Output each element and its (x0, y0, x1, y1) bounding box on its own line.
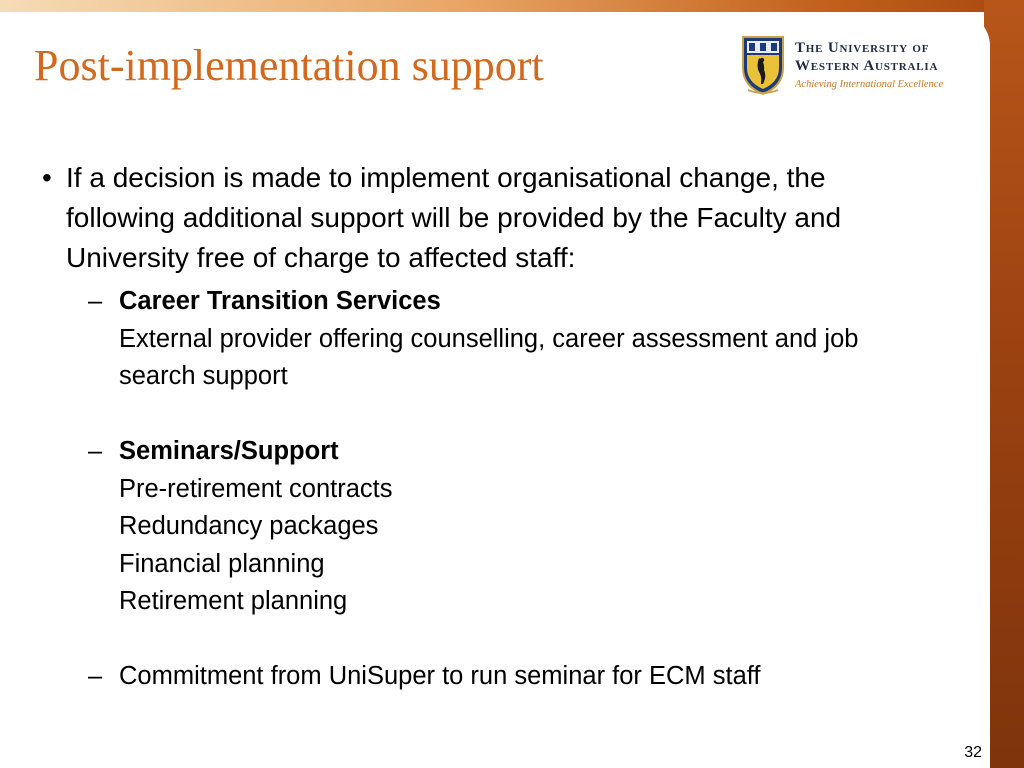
university-crest-icon (740, 34, 786, 96)
sub-bullet-line: Financial planning (119, 549, 325, 578)
logo-motto: Achieving International Excellence (795, 79, 944, 90)
sub-bullet-line: External provider offering counselling, career assessment and job search support (119, 324, 859, 390)
slide-content (42, 158, 942, 696)
sub-bullet-unisuper (42, 658, 942, 696)
dash-icon: – (88, 662, 103, 690)
main-bullet (42, 158, 942, 278)
slide-title: Post-implementation support (34, 41, 544, 90)
sub-bullet-list (42, 283, 942, 696)
bullet-dot-icon: • (42, 162, 52, 193)
main-bullet-text: If a decision is made to implement organisational change, the following additional support will be provided by the Faculty and University free of charge to affected staff: (66, 162, 842, 273)
sub-bullet-line: Pre-retirement contracts (119, 474, 393, 503)
logo-name-line-1: The University of (795, 40, 930, 56)
sub-bullet-heading: Seminars/Support (119, 437, 339, 465)
sub-bullet-line: Retirement planning (119, 587, 348, 615)
sub-bullet-career-transition (42, 283, 942, 396)
right-decorative-band (984, 0, 1024, 768)
university-logo (740, 34, 965, 98)
logo-name-line-2: Western Australia (795, 58, 939, 74)
sub-bullet-line: Commitment from UniSuper to run seminar for ECM staff (119, 662, 761, 690)
sub-bullet-heading: Career Transition Services (119, 287, 441, 315)
top-decorative-band (0, 0, 1024, 12)
sub-bullet-seminars (42, 433, 942, 621)
page-number: 32 (964, 744, 982, 761)
dash-icon: – (88, 287, 103, 315)
dash-icon: – (88, 437, 103, 465)
sub-bullet-line: Redundancy packages (119, 512, 379, 540)
